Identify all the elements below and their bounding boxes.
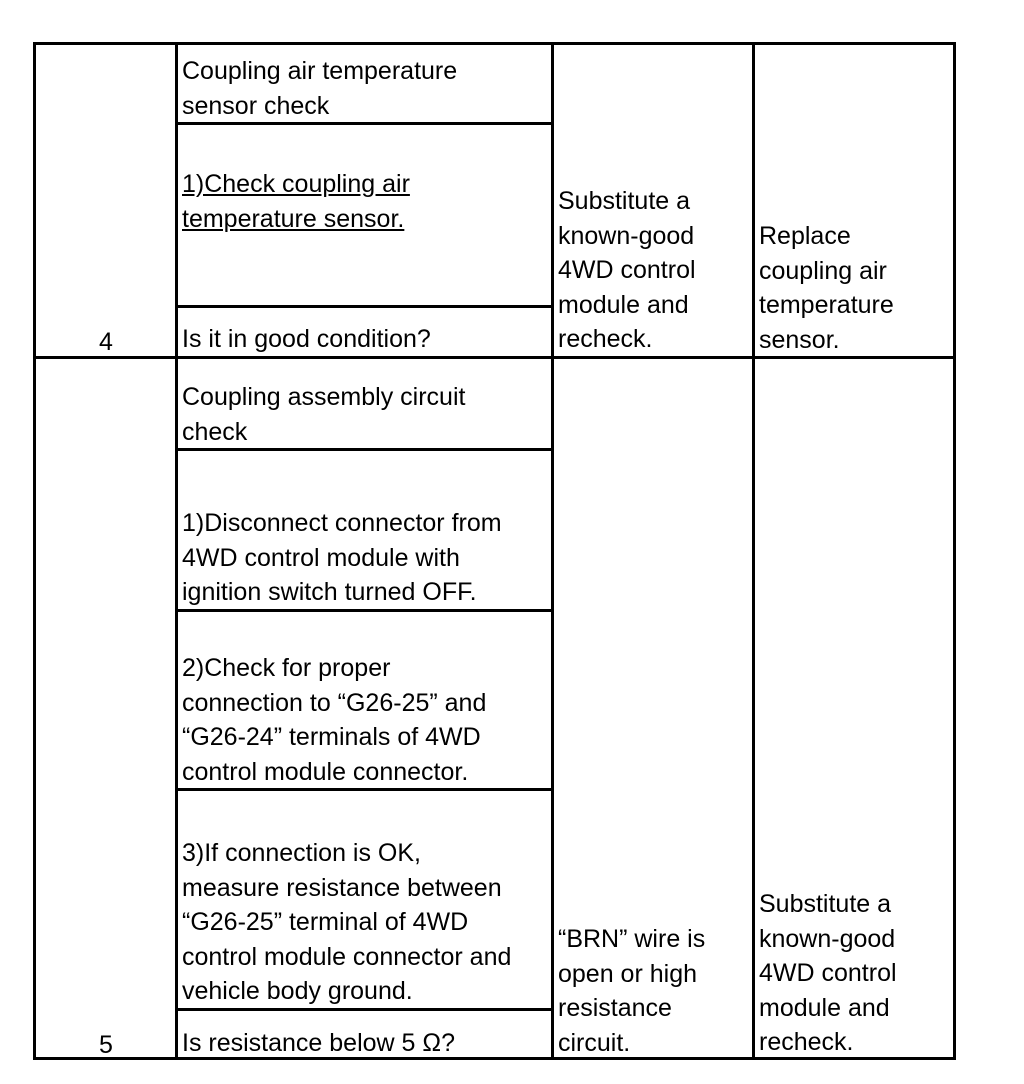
- step-instruction: [182, 506, 502, 610]
- text-line: open or high: [558, 959, 698, 988]
- text-line: temperature sensor.: [182, 204, 405, 233]
- text-line: 1)Check coupling air: [182, 170, 410, 198]
- text-line: 4WD control: [759, 959, 897, 988]
- text-line: 4WD control: [558, 256, 696, 285]
- yes-action: [558, 922, 705, 1060]
- text-line: control module connector.: [182, 757, 469, 786]
- text-line: 3)If connection is OK,: [182, 839, 422, 867]
- step-title: [182, 380, 465, 449]
- text-line: known-good: [759, 924, 896, 953]
- text-line: control module connector and: [182, 942, 512, 971]
- text-line: 2)Check for proper: [182, 654, 391, 682]
- troubleshooting-table: [33, 42, 956, 1060]
- no-action: [759, 887, 897, 1060]
- text-line: 4WD control module with: [182, 543, 460, 572]
- text-line: recheck.: [759, 1028, 854, 1057]
- text-line: module and: [759, 993, 890, 1022]
- text-line: module and: [558, 290, 689, 319]
- text-line: known-good: [558, 221, 695, 250]
- text-line: “G26-25” terminal of 4WD: [182, 908, 469, 937]
- step-instruction: [182, 836, 511, 1009]
- text-line: measure resistance between: [182, 873, 502, 902]
- step-number: 4: [99, 328, 113, 356]
- text-line: vehicle body ground.: [182, 977, 413, 1006]
- text-line: recheck.: [558, 325, 653, 354]
- text-line: “BRN” wire is: [558, 925, 706, 953]
- step-instruction: [182, 651, 486, 789]
- text-line: coupling air: [759, 256, 887, 285]
- text-line: resistance: [558, 994, 672, 1023]
- column-divider: [752, 45, 755, 1057]
- text-line: Substitute a: [759, 890, 892, 918]
- text-line: 1)Disconnect connector from: [182, 509, 502, 537]
- text-line: temperature: [759, 291, 894, 320]
- text-line: sensor.: [759, 325, 840, 354]
- text-line: Coupling air temperature: [182, 57, 458, 85]
- column-divider: [175, 45, 178, 1057]
- text-line: connection to “G26-25” and: [182, 688, 487, 717]
- text-line: check: [182, 417, 248, 446]
- text-line: circuit.: [558, 1028, 631, 1057]
- text-line: Coupling assembly circuit: [182, 383, 466, 411]
- text-line: Replace: [759, 222, 851, 250]
- step-title: [182, 54, 457, 123]
- step-question: Is it in good condition?: [182, 325, 431, 353]
- column-divider: [551, 45, 554, 1057]
- no-action: [759, 219, 894, 357]
- step-question: Is resistance below 5 Ω?: [182, 1029, 455, 1057]
- text-line: Substitute a: [558, 187, 691, 215]
- yes-action: [558, 184, 696, 357]
- cell-divider: [175, 305, 554, 308]
- step-instruction: [182, 167, 410, 236]
- step-number: 5: [99, 1031, 113, 1059]
- text-line: “G26-24” terminals of 4WD: [182, 723, 481, 752]
- text-line: sensor check: [182, 91, 330, 120]
- text-line: ignition switch turned OFF.: [182, 578, 477, 607]
